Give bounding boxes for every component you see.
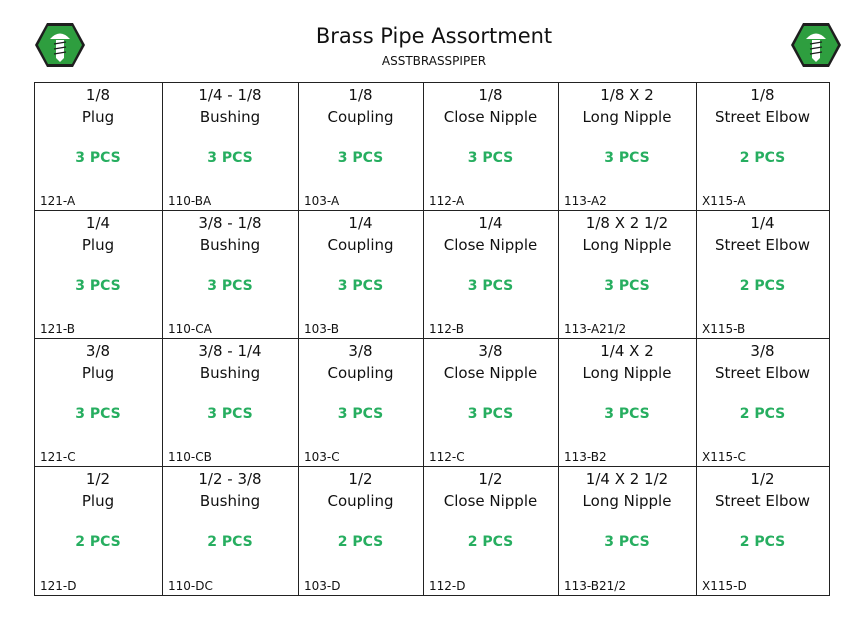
cell-size: 1/4 X 2: [600, 342, 654, 360]
cell-part-code: 121-A: [40, 194, 76, 208]
cell-part-code: 113-A21/2: [564, 322, 627, 336]
cell-fitting-type: Close Nipple: [443, 236, 538, 254]
cell-size: 1/2: [750, 470, 775, 488]
cell-fitting-type: Plug: [81, 492, 115, 510]
cell-quantity: 3 PCS: [467, 406, 514, 422]
grid-cell: [298, 466, 424, 596]
cell-fitting-type: Coupling: [327, 108, 394, 126]
cell-part-code: 121-B: [40, 322, 76, 336]
grid-cell: [298, 210, 424, 339]
grid-cell: [34, 466, 163, 596]
cell-quantity: 2 PCS: [739, 534, 786, 550]
cell-quantity: 3 PCS: [604, 150, 650, 166]
cell-fitting-type: Long Nipple: [582, 364, 672, 382]
cell-size: 1/8: [85, 86, 111, 104]
cell-quantity: 3 PCS: [207, 406, 253, 422]
assortment-grid: [34, 82, 829, 595]
cell-fitting-type: Close Nipple: [443, 108, 538, 126]
cell-quantity: 3 PCS: [604, 278, 650, 294]
cell-part-code: 121-D: [40, 579, 77, 593]
cell-part-code: X115-C: [702, 450, 746, 464]
cell-part-code: 103-B: [304, 322, 340, 336]
cell-quantity: 3 PCS: [337, 150, 384, 166]
grid-cell: [696, 338, 830, 467]
cell-quantity: 3 PCS: [467, 278, 514, 294]
cell-size: 3/8: [750, 342, 775, 360]
cell-quantity: 2 PCS: [739, 278, 786, 294]
cell-quantity: 3 PCS: [604, 406, 650, 422]
cell-size: 1/8 X 2 1/2: [585, 214, 669, 232]
cell-quantity: 2 PCS: [337, 534, 384, 550]
cell-size: 1/8: [348, 86, 373, 104]
cell-part-code: 112-A: [429, 194, 465, 208]
cell-size: 1/4: [348, 214, 373, 232]
cell-size: 1/4: [85, 214, 111, 232]
grid-cell: [162, 338, 299, 467]
grid-cell: [423, 210, 559, 339]
cell-size: 1/4 X 2 1/2: [585, 470, 669, 488]
cell-part-code: 103-A: [304, 194, 340, 208]
grid-cell: [696, 466, 830, 596]
cell-part-code: 113-B21/2: [564, 579, 626, 593]
cell-size: 1/8 X 2: [600, 86, 654, 104]
grid-cell: [558, 82, 697, 211]
cell-size: 1/4 - 1/8: [198, 86, 262, 104]
cell-quantity: 2 PCS: [75, 534, 121, 550]
cell-fitting-type: Coupling: [327, 492, 394, 510]
cell-quantity: 3 PCS: [207, 278, 253, 294]
cell-part-code: X115-A: [702, 194, 746, 208]
cell-part-code: 113-A2: [564, 194, 607, 208]
cell-quantity: 2 PCS: [739, 150, 786, 166]
cell-size: 3/8: [85, 342, 111, 360]
cell-fitting-type: Plug: [81, 108, 115, 126]
cell-quantity: 2 PCS: [207, 534, 253, 550]
grid-cell: [423, 466, 559, 596]
cell-quantity: 2 PCS: [739, 406, 786, 422]
cell-fitting-type: Street Elbow: [715, 108, 810, 126]
cell-quantity: 3 PCS: [337, 278, 384, 294]
cell-fitting-type: Bushing: [199, 364, 261, 382]
cell-fitting-type: Coupling: [327, 364, 394, 382]
cell-part-code: X115-B: [702, 322, 746, 336]
cell-quantity: 3 PCS: [604, 534, 650, 550]
grid-cell: [558, 466, 697, 596]
grid-cell: [162, 210, 299, 339]
cell-size: 1/2: [478, 470, 503, 488]
cell-size: 1/8: [750, 86, 775, 104]
cell-size: 3/8 - 1/4: [198, 342, 262, 360]
grid-cell: [34, 338, 163, 467]
cell-size: 3/8: [348, 342, 373, 360]
cell-part-code: 112-C: [429, 450, 465, 464]
grid-cell: [34, 82, 163, 211]
cell-fitting-type: Bushing: [199, 108, 261, 126]
grid-cell: [298, 82, 424, 211]
cell-size: 1/4: [750, 214, 775, 232]
grid-cell: [298, 338, 424, 467]
grid-cell: [423, 82, 559, 211]
cell-part-code: 110-CB: [168, 450, 212, 464]
cell-part-code: 110-DC: [168, 579, 213, 593]
cell-fitting-type: Plug: [81, 236, 115, 254]
cell-size: 1/2: [348, 470, 373, 488]
cell-quantity: 3 PCS: [207, 150, 253, 166]
grid-cell: [162, 82, 299, 211]
grid-cell: [558, 210, 697, 339]
cell-fitting-type: Long Nipple: [582, 236, 672, 254]
cell-part-code: 113-B2: [564, 450, 607, 464]
cell-quantity: 2 PCS: [467, 534, 514, 550]
cell-size: 1/8: [478, 86, 503, 104]
cell-part-code: 112-D: [429, 579, 466, 593]
grid-cell: [696, 82, 830, 211]
cell-quantity: 3 PCS: [75, 150, 121, 166]
cell-quantity: 3 PCS: [467, 150, 514, 166]
grid-cell: [696, 210, 830, 339]
cell-quantity: 3 PCS: [337, 406, 384, 422]
cell-quantity: 3 PCS: [75, 406, 121, 422]
grid-cell: [423, 338, 559, 467]
cell-fitting-type: Street Elbow: [715, 364, 810, 382]
cell-fitting-type: Coupling: [327, 236, 394, 254]
cell-size: 1/2: [85, 470, 111, 488]
page-title: Brass Pipe Assortment: [315, 24, 553, 48]
cell-fitting-type: Close Nipple: [443, 492, 538, 510]
grid-cell: [162, 466, 299, 596]
cell-part-code: 103-D: [304, 579, 341, 593]
cell-fitting-type: Bushing: [199, 236, 261, 254]
cell-part-code: 121-C: [40, 450, 76, 464]
page-subtitle: ASSTBRASSPIPER: [381, 54, 487, 68]
cell-part-code: X115-D: [702, 579, 747, 593]
cell-fitting-type: Street Elbow: [715, 492, 810, 510]
cell-fitting-type: Long Nipple: [582, 492, 672, 510]
cell-size: 3/8 - 1/8: [198, 214, 262, 232]
cell-size: 1/2 - 3/8: [198, 470, 262, 488]
grid-cell: [34, 210, 163, 339]
grid-cell: [558, 338, 697, 467]
cell-part-code: 112-B: [429, 322, 465, 336]
cell-fitting-type: Close Nipple: [443, 364, 538, 382]
cell-fitting-type: Plug: [81, 364, 115, 382]
cell-fitting-type: Street Elbow: [715, 236, 810, 254]
cell-size: 1/4: [478, 214, 503, 232]
cell-part-code: 110-CA: [168, 322, 212, 336]
cell-part-code: 103-C: [304, 450, 340, 464]
cell-fitting-type: Bushing: [199, 492, 261, 510]
cell-quantity: 3 PCS: [75, 278, 121, 294]
cell-part-code: 110-BA: [168, 194, 212, 208]
cell-size: 3/8: [478, 342, 503, 360]
cell-fitting-type: Long Nipple: [582, 108, 672, 126]
